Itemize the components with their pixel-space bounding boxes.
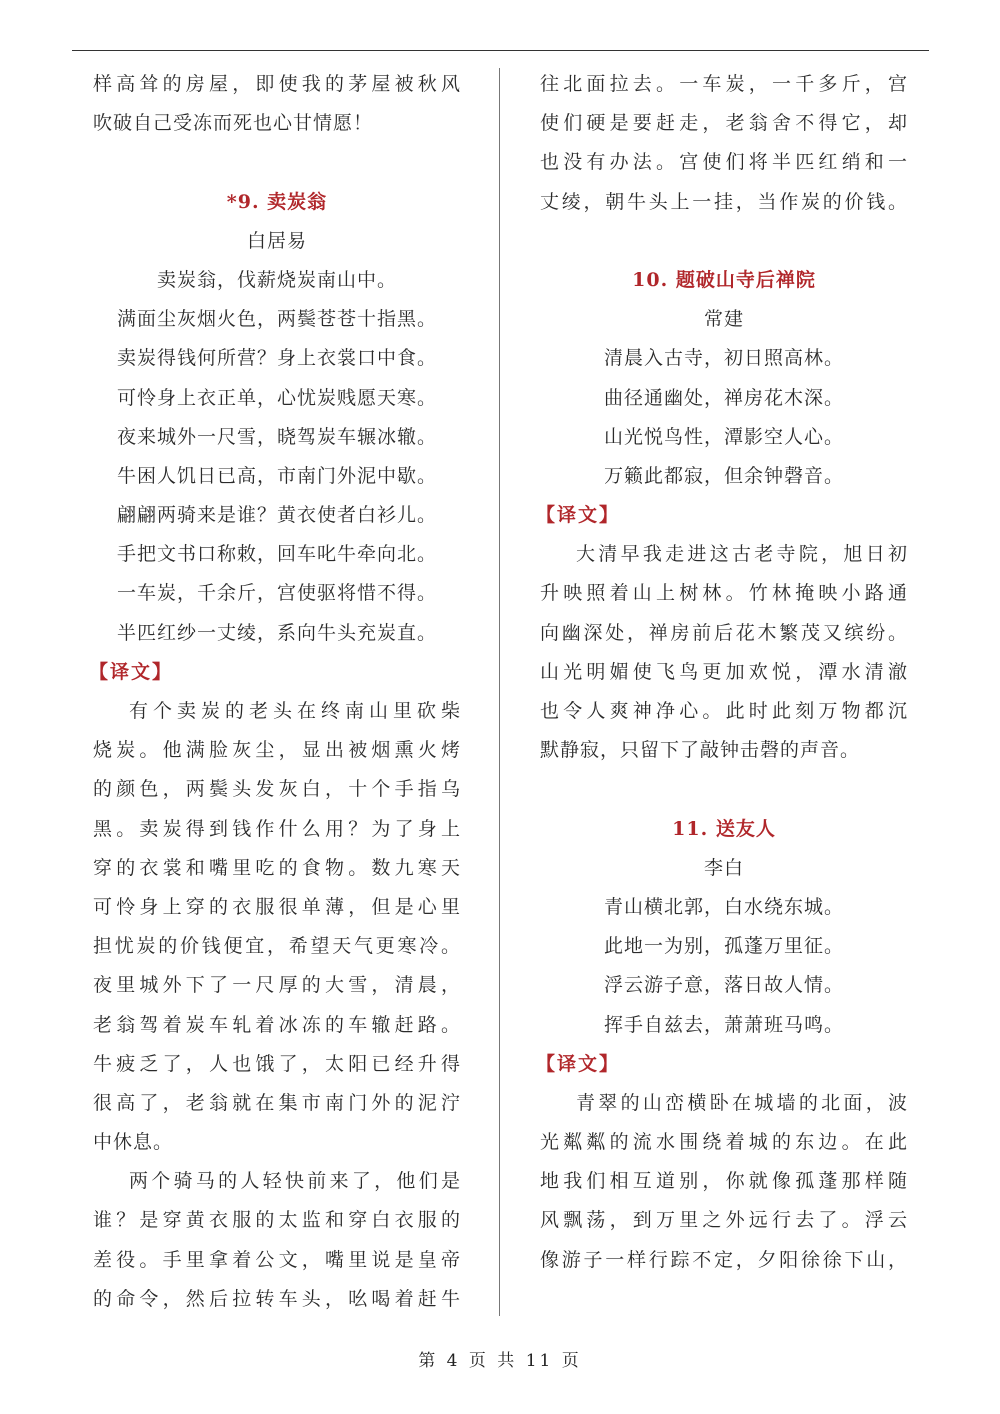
text-line: 风飘荡，到万里之外远行去了。浮云	[540, 1209, 908, 1232]
text-line: 地我们相互道别，你就像孤蓬那样随	[540, 1170, 908, 1193]
poem-line: 可怜身上衣正单，心忧炭贱愿天寒。	[116, 386, 437, 409]
text-line: 很高了，老翁就在集市南门外的泥泞	[93, 1091, 461, 1114]
poem-line: 翩翩两骑来是谁？黄衣使者白衫儿。	[116, 504, 437, 527]
text-line: 穿的衣裳和嘴里吃的食物。数九寒天	[93, 856, 461, 879]
poem-line: 手把文书口称敕，回车叱牛牵向北。	[116, 543, 437, 566]
top-rule	[72, 50, 929, 51]
poem-line: 山光悦鸟性，潭影空人心。	[603, 425, 844, 448]
poem-line: 卖炭翁，伐薪烧炭南山中。	[156, 268, 397, 291]
poem-line: 万籁此都寂，但余钟磬音。	[603, 464, 844, 487]
blank-line	[540, 770, 908, 809]
text-line: 像游子一样行踪不定，夕阳徐徐下山，	[540, 1248, 908, 1271]
poem-line: 卖炭得钱何所营？身上衣裳口中食。	[116, 347, 437, 370]
text-line: 大清早我走进这古老寺院，旭日初	[576, 543, 908, 566]
text-line: 默静寂，只留下了敲钟击磬的声音。	[540, 739, 861, 762]
text-line: 也没有办法。宫使们将半匹红绡和一	[540, 151, 908, 174]
poem-line: 青山横北郭，白水绕东城。	[603, 895, 844, 918]
poem-author: 白居易	[246, 229, 307, 252]
column-divider	[499, 68, 500, 1316]
poem-author: 李白	[703, 856, 744, 879]
text-line: 使们硬是要赶走，老翁舍不得它，却	[540, 112, 908, 135]
text-line: 升映照着山上树林。竹林掩映小路通	[540, 582, 908, 605]
text-line: 向幽深处，禅房前后花木繁茂又缤纷。	[540, 621, 908, 644]
poem-line: 此地一为别，孤蓬万里征。	[603, 935, 844, 958]
text-line: 担忧炭的价钱便宜，希望天气更寒冷。	[93, 935, 461, 958]
poem-line: 曲径通幽处，禅房花木深。	[603, 386, 844, 409]
translation-label: 【译文】	[536, 1052, 621, 1075]
text-line: 的颜色，两鬓头发灰白，十个手指乌	[93, 778, 461, 801]
text-line: 的命令，然后拉转车头，吆喝着赶牛	[93, 1287, 461, 1310]
page-footer: 第 4 页 共 11 页	[418, 1351, 582, 1371]
left-column	[89, 65, 461, 1319]
text-line: 牛疲乏了，人也饿了，太阳已经升得	[93, 1052, 461, 1075]
translation-label: 【译文】	[536, 504, 621, 527]
blank-line	[540, 222, 908, 261]
text-line: 可怜身上穿的衣服很单薄，但是心里	[93, 895, 461, 918]
text-line: 光粼粼的流水围绕着城的东边。在此	[540, 1131, 908, 1154]
text-line: 山光明媚使飞鸟更加欢悦，潭水清澈	[540, 660, 908, 683]
text-line: 夜里城外下了一尺厚的大雪，清晨，	[93, 974, 461, 997]
text-line: 老翁驾着炭车轧着冰冻的车辙赶路。	[93, 1013, 461, 1036]
text-line: 往北面拉去。一车炭，一千多斤，宫	[540, 73, 908, 95]
poem-line: 夜来城外一尺雪，晓驾炭车辗冰辙。	[116, 425, 437, 448]
text-line: 差役。手里拿着公文，嘴里说是皇帝	[93, 1248, 461, 1271]
poem-line: 浮云游子意，落日故人情。	[603, 974, 844, 997]
poem-line: 挥手自兹去，萧萧班马鸣。	[603, 1013, 844, 1036]
poem-line: 清晨入古寺，初日照高林。	[603, 347, 844, 370]
poem-line: 满面尘灰烟火色，两鬓苍苍十指黑。	[116, 308, 437, 331]
text-line: 也令人爽神净心。此时此刻万物都沉	[540, 700, 908, 722]
poem-line: 牛困人饥日已高，市南门外泥中歇。	[116, 464, 437, 487]
text-line: 谁？是穿黄衣服的太监和穿白衣服的	[93, 1209, 461, 1232]
text-line: 青翠的山峦横卧在城墙的北面，波	[576, 1091, 908, 1114]
text-line: 有个卖炭的老头在终南山里砍柴	[129, 700, 461, 722]
poem-author: 常建	[703, 308, 744, 331]
text-line: 中休息。	[93, 1131, 174, 1154]
poem-line: 半匹红纱一丈绫，系向牛头充炭直。	[116, 621, 437, 644]
text-line: 丈绫，朝牛头上一挂，当作炭的价钱。	[540, 190, 908, 213]
translation-label: 【译文】	[89, 660, 174, 683]
text-line: 两个骑马的人轻快前来了，他们是	[129, 1170, 461, 1193]
poem-title: 10. 题破山寺后禅院	[632, 268, 816, 291]
text-line: 吹破自己受冻而死也心甘情愿！	[93, 112, 374, 135]
right-column	[536, 65, 908, 1280]
text-line: 黑。卖炭得到钱作什么用？为了身上	[93, 817, 461, 840]
poem-title: *9. 卖炭翁	[226, 190, 328, 213]
poem-line: 一车炭，千余斤，宫使驱将惜不得。	[116, 582, 437, 605]
text-line: 烧炭。他满脸灰尘，显出被烟熏火烤	[93, 739, 461, 762]
text-line: 样高耸的房屋，即使我的茅屋被秋风	[93, 73, 461, 95]
poem-title: 11. 送友人	[672, 817, 776, 840]
blank-line	[93, 143, 461, 182]
